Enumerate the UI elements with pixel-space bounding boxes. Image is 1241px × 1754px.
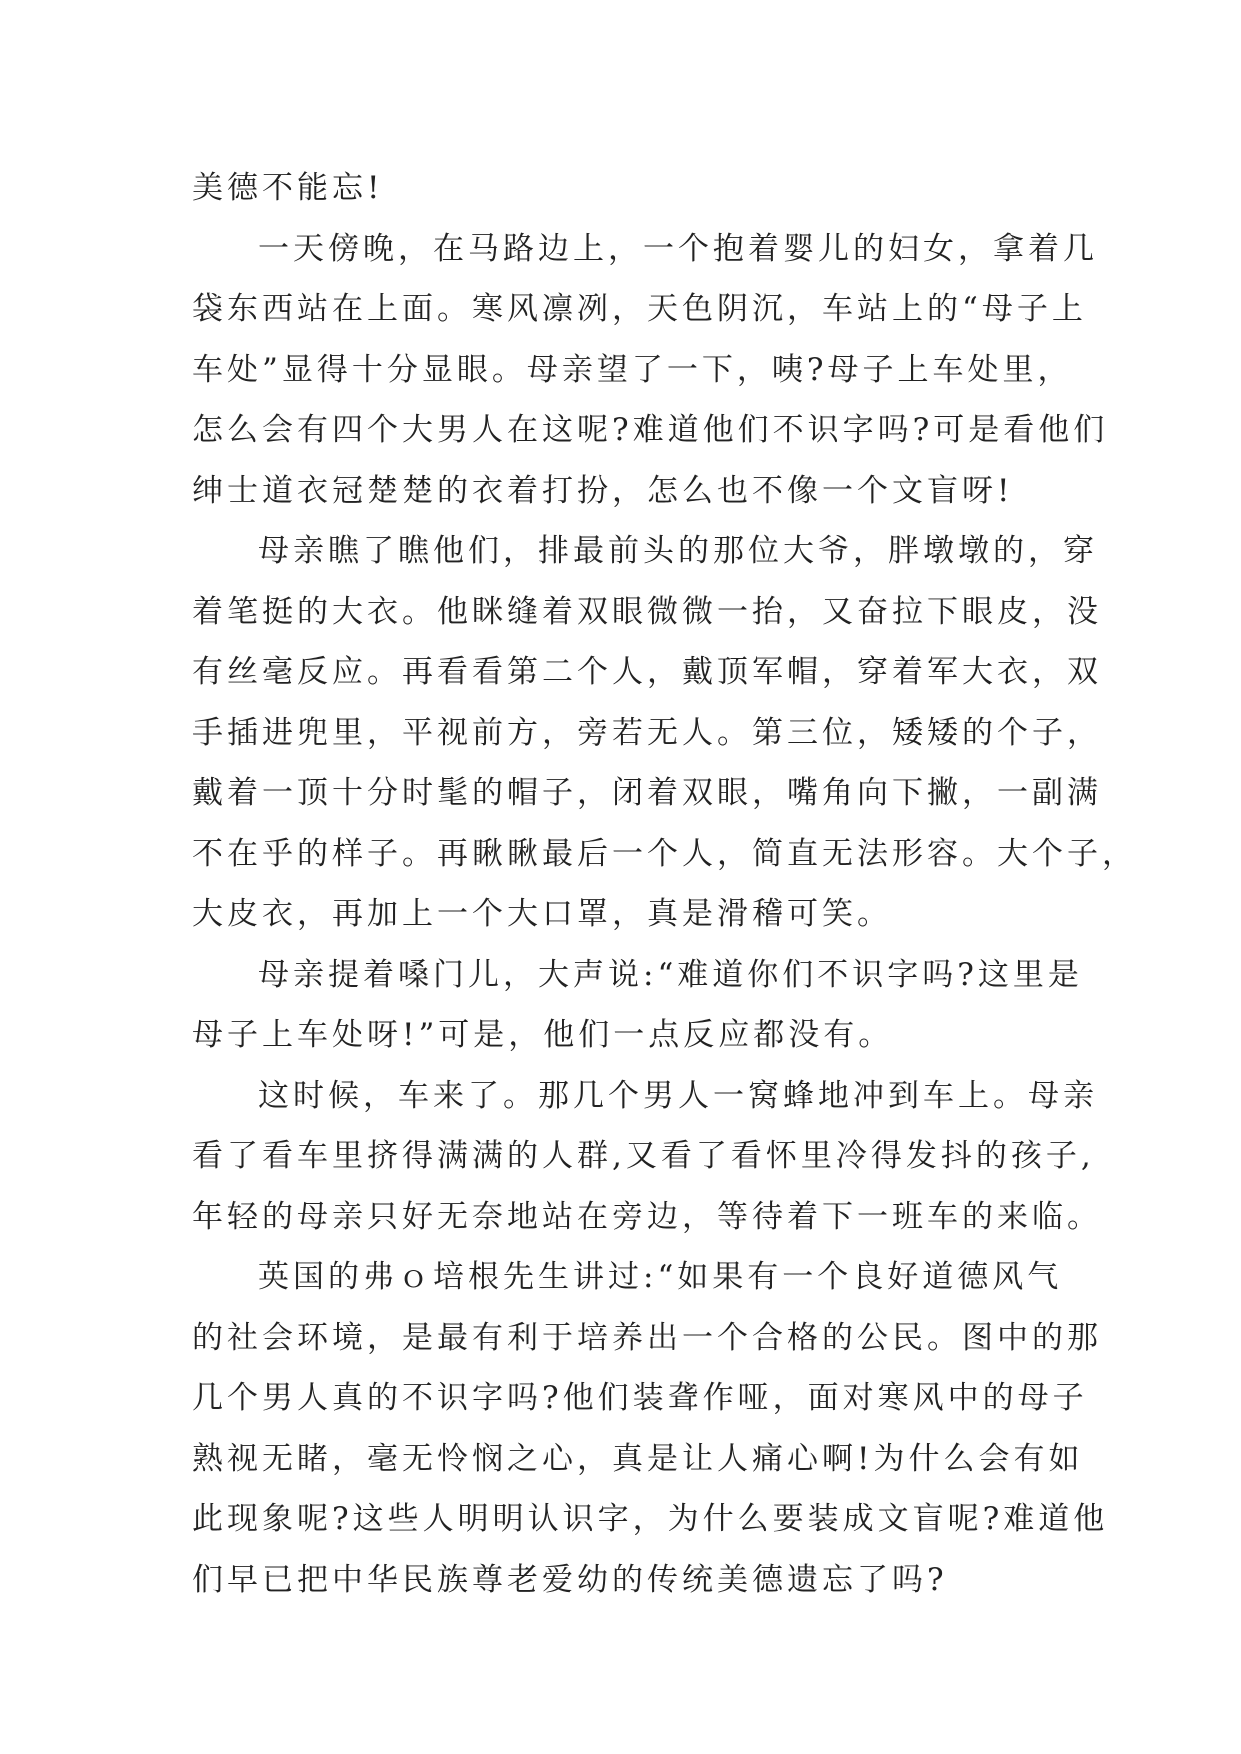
- text-line: 戴着一顶十分时髦的帽子，闭着双眼，嘴角向下撇，一副满: [192, 775, 1102, 811]
- text-line: 绅士道衣冠楚楚的衣着打扮，怎么也不像一个文盲呀!: [192, 472, 1014, 509]
- text-line: 熟视无睹，毫无怜悯之心，真是让人痛心啊!为什么会有如: [192, 1440, 1084, 1477]
- text-line: 年轻的母亲只好无奈地站在旁边，等待着下一班车的来临。: [192, 1198, 1102, 1235]
- text-line: 此现象呢?这些人明明认识字，为什么要装成文盲呢?难道他: [192, 1501, 1109, 1537]
- text-line: 怎么会有四个大男人在这呢?难道他们不识字吗?可是看他们: [192, 412, 1109, 448]
- paragraph-start-line: 英国的弗ｏ培根先生讲过:“如果有一个良好道德风气: [258, 1259, 1063, 1295]
- text-line: 美德不能忘!: [192, 170, 384, 206]
- text-line: 母子上车处呀!”可是，他们一点反应都没有。: [192, 1017, 894, 1053]
- text-line: 不在乎的样子。再瞅瞅最后一个人，简直无法形容。大个子，: [192, 835, 1137, 872]
- text-line: 着笔挺的大衣。他眯缝着双眼微微一抬，又奋拉下眼皮，没: [192, 593, 1102, 630]
- text-line: 的社会环境，是最有利于培养出一个合格的公民。图中的那: [192, 1319, 1102, 1356]
- text-line: 手插进兜里，平视前方，旁若无人。第三位，矮矮的个子，: [192, 714, 1102, 751]
- text-line: 大皮衣，再加上一个大口罩，真是滑稽可笑。: [192, 896, 892, 932]
- paragraph-start-line: 母亲提着嗓门儿，大声说:“难道你们不识字吗?这里是: [258, 956, 1083, 993]
- text-line: 看了看车里挤得满满的人群,又看了看怀里冷得发抖的孩子,: [192, 1138, 1095, 1174]
- paragraph-start-line: 一天傍晚，在马路边上，一个抱着婴儿的妇女，拿着几: [258, 230, 1098, 267]
- text-line: 袋东西站在上面。寒风凛冽，天色阴沉，车站上的“母子上: [192, 291, 1087, 327]
- text-line: 有丝毫反应。再看看第二个人，戴顶军帽，穿着军大衣，双: [192, 654, 1102, 690]
- text-line: 几个男人真的不识字吗?他们装聋作哑，面对寒风中的母子: [192, 1380, 1088, 1416]
- paragraph-start-line: 母亲瞧了瞧他们，排最前头的那位大爷，胖墩墩的，穿: [258, 533, 1098, 569]
- paragraph-start-line: 这时候，车来了。那几个男人一窝蜂地冲到车上。母亲: [258, 1077, 1098, 1114]
- text-line: 车处”显得十分显眼。母亲望了一下，咦?母子上车处里，: [192, 351, 1073, 388]
- document-body: [192, 158, 1137, 1610]
- text-line: 们早已把中华民族尊老爱幼的传统美德遗忘了吗?: [192, 1561, 948, 1598]
